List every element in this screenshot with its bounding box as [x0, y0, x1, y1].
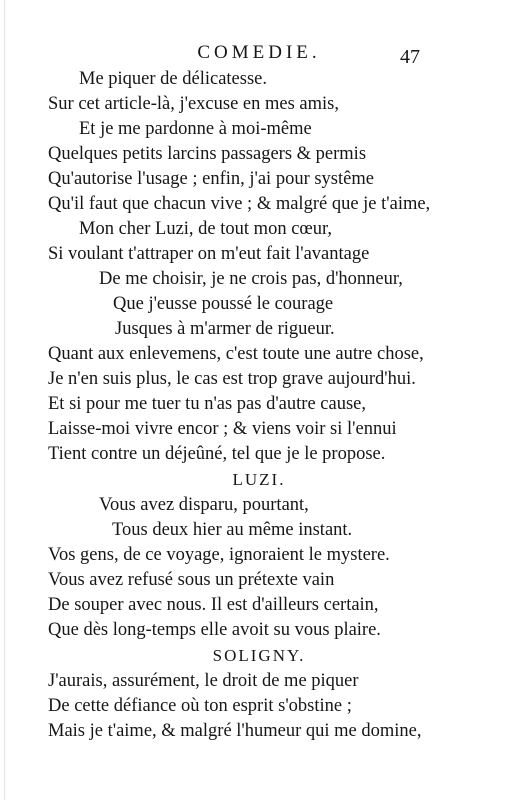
verse-line: Tous deux hier au même instant. — [112, 520, 353, 540]
verse-line: De me choisir, je ne crois pas, d'honneur, — [99, 269, 403, 289]
verse-line: Qu'autorise l'usage ; enfin, j'ai pour systême — [48, 169, 374, 189]
verse-line: Que dès long-temps elle avoit su vous plaire. — [48, 620, 381, 640]
verse-line: De cette défiance où ton esprit s'obstine ; — [48, 696, 352, 716]
verse-line: Qu'il faut que chacun vive ; & malgré que je t'aime, — [48, 194, 431, 214]
page-edge — [4, 0, 5, 800]
verse-line: Si voulant t'attraper on m'eut fait l'avantage — [48, 244, 370, 264]
verse-line: Sur cet article-là, j'excuse en mes amis, — [48, 94, 339, 114]
verse-line: Vous avez refusé sous un prétexte vain — [48, 570, 335, 590]
verse-line: Mon cher Luzi, de tout mon cœur, — [79, 219, 333, 239]
running-title: COMEDIE. — [197, 42, 321, 63]
speaker-name: SOLIGNY. — [212, 646, 306, 665]
verse-line: Et si pour me tuer tu n'as pas d'autre cause, — [48, 394, 366, 414]
verse-line: Jusques à m'armer de rigueur. — [115, 319, 335, 339]
verse-line: Tient contre un déjeûné, tel que je le propose. — [48, 444, 386, 464]
verse-line: Quant aux enlevemens, c'est toute une autre chose, — [48, 344, 424, 364]
verse-line: Je n'en suis plus, le cas est trop grave aujourd'hui. — [48, 369, 416, 389]
speaker-name: LUZI. — [232, 470, 286, 489]
verse-line: Que j'eusse poussé le courage — [113, 294, 334, 314]
verse-line: Me piquer de délicatesse. — [79, 69, 268, 89]
verse-line: Vos gens, de ce voyage, ignoraient le mystere. — [48, 545, 390, 565]
verse-line: Quelques petits larcins passagers & permis — [48, 144, 367, 164]
page-number: 47 — [400, 46, 420, 68]
verse-line: Et je me pardonne à moi-même — [79, 119, 312, 139]
verse-line: Laisse-moi vivre encor ; & viens voir si l'ennui — [48, 419, 397, 439]
verse-line: Mais je t'aime, & malgré l'humeur qui me domine, — [48, 721, 422, 741]
verse-line: J'aurais, assurément, le droit de me piquer — [48, 671, 359, 691]
verse-line: De souper avec nous. Il est d'ailleurs certain, — [48, 595, 379, 615]
verse-line: Vous avez disparu, pourtant, — [99, 495, 309, 515]
